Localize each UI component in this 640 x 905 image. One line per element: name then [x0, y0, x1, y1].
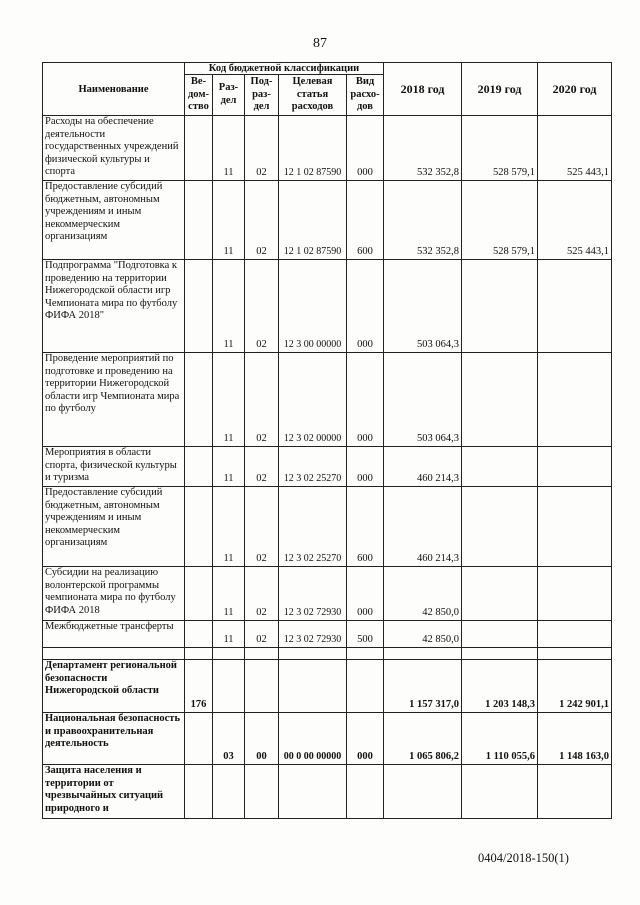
- row-vid: 000: [347, 260, 384, 353]
- row-2020: [538, 447, 612, 487]
- row-name: Межбюджетные трансферты: [43, 621, 185, 648]
- row-vedomstvo: [185, 353, 213, 447]
- row-vedomstvo: [185, 447, 213, 487]
- row-2018: 42 850,0: [384, 567, 462, 621]
- row-razdel: 11: [213, 181, 245, 260]
- row-2018: 460 214,3: [384, 447, 462, 487]
- row-podrazdel: [245, 648, 279, 660]
- table-row: [43, 567, 612, 621]
- row-2020: [538, 621, 612, 648]
- row-2018: [384, 648, 462, 660]
- row-vedomstvo: [185, 567, 213, 621]
- table-row: [43, 447, 612, 487]
- row-razdel: 11: [213, 621, 245, 648]
- row-target: 12 1 02 87590: [279, 116, 347, 181]
- row-podrazdel: [245, 765, 279, 819]
- row-2018: 503 064,3: [384, 260, 462, 353]
- row-name: Департамент региональной безопасности Нижегородской области: [43, 660, 185, 713]
- row-2020: [538, 260, 612, 353]
- col-header-name: Наименование: [43, 63, 185, 116]
- table-row: [43, 713, 612, 765]
- row-vid: 000: [347, 447, 384, 487]
- row-podrazdel: 02: [245, 447, 279, 487]
- row-name: Мероприятия в области спорта, физической культуры и туризма: [43, 447, 185, 487]
- row-podrazdel: 02: [245, 353, 279, 447]
- row-2020: [538, 487, 612, 567]
- row-target: 12 3 02 00000: [279, 353, 347, 447]
- row-razdel: 11: [213, 353, 245, 447]
- row-2019: [462, 765, 538, 819]
- row-target: 12 3 02 72930: [279, 621, 347, 648]
- row-vid: [347, 660, 384, 713]
- table-row: [43, 660, 612, 713]
- row-2020: 1 148 163,0: [538, 713, 612, 765]
- col-header-code-group: Код бюджетной классификации: [185, 63, 384, 75]
- row-vedomstvo: [185, 765, 213, 819]
- row-podrazdel: 00: [245, 713, 279, 765]
- row-vedomstvo: [185, 487, 213, 567]
- row-vid: 000: [347, 353, 384, 447]
- row-2020: [538, 353, 612, 447]
- row-2018: 532 352,8: [384, 181, 462, 260]
- row-vid: 500: [347, 621, 384, 648]
- row-2020: [538, 567, 612, 621]
- budget-table: [42, 62, 612, 819]
- row-razdel: 11: [213, 567, 245, 621]
- col-header-vedomstvo: Ве- дом- ство: [185, 75, 213, 116]
- row-target: 12 1 02 87590: [279, 181, 347, 260]
- row-name: Предоставление субсидий бюджетным, автономным учреждениям и иным некоммерческим организациям: [43, 487, 185, 567]
- row-name: Расходы на обеспечение деятельности государственных учреждений физической культуры и спорта: [43, 116, 185, 181]
- row-name: Предоставление субсидий бюджетным, автономным учреждениям и иным некоммерческим организациям: [43, 181, 185, 260]
- row-2020: 525 443,1: [538, 116, 612, 181]
- row-2018: 460 214,3: [384, 487, 462, 567]
- row-2018: 1 065 806,2: [384, 713, 462, 765]
- table-row: [43, 181, 612, 260]
- table-row-spacer: [43, 648, 612, 660]
- col-header-vid: Вид расхо- дов: [347, 75, 384, 116]
- row-vid: 000: [347, 116, 384, 181]
- table-row: [43, 260, 612, 353]
- row-vid: [347, 765, 384, 819]
- row-target: [279, 660, 347, 713]
- row-2020: [538, 765, 612, 819]
- row-podrazdel: 02: [245, 116, 279, 181]
- row-2018: [384, 765, 462, 819]
- document-code: 0404/2018-150(1): [478, 851, 569, 865]
- row-2019: 528 579,1: [462, 181, 538, 260]
- row-name: Подпрограмма "Подготовка к проведению на территории Нижегородской области игр Чемпионата мира по футболу ФИФА 2018": [43, 260, 185, 353]
- row-vid: 000: [347, 567, 384, 621]
- row-razdel: [213, 765, 245, 819]
- row-vedomstvo: [185, 648, 213, 660]
- row-vid: [347, 648, 384, 660]
- table-row: [43, 116, 612, 181]
- row-name: [43, 648, 185, 660]
- row-2018: 532 352,8: [384, 116, 462, 181]
- col-header-target: Целевая статья расходов: [279, 75, 347, 116]
- page-number: 87: [313, 36, 327, 51]
- row-podrazdel: [245, 660, 279, 713]
- row-vedomstvo: [185, 260, 213, 353]
- row-target: [279, 765, 347, 819]
- row-podrazdel: 02: [245, 260, 279, 353]
- row-name: Субсидии на реализацию волонтерской программы чемпионата мира по футболу ФИФА 2018: [43, 567, 185, 621]
- row-2020: 525 443,1: [538, 181, 612, 260]
- row-razdel: [213, 648, 245, 660]
- col-header-2020: 2020 год: [538, 63, 612, 116]
- row-podrazdel: 02: [245, 621, 279, 648]
- row-podrazdel: 02: [245, 181, 279, 260]
- row-razdel: 03: [213, 713, 245, 765]
- row-vedomstvo: 176: [185, 660, 213, 713]
- row-razdel: 11: [213, 260, 245, 353]
- col-header-2018: 2018 год: [384, 63, 462, 116]
- row-2019: 1 203 148,3: [462, 660, 538, 713]
- col-header-2019: 2019 год: [462, 63, 538, 116]
- table-row: [43, 353, 612, 447]
- row-2019: 1 110 055,6: [462, 713, 538, 765]
- row-name: Защита населения и территории от чрезвычайных ситуаций природного и: [43, 765, 185, 819]
- row-2019: [462, 648, 538, 660]
- row-2019: [462, 487, 538, 567]
- row-2019: [462, 260, 538, 353]
- row-podrazdel: 02: [245, 567, 279, 621]
- row-2018: 503 064,3: [384, 353, 462, 447]
- row-2019: [462, 621, 538, 648]
- table-row: [43, 487, 612, 567]
- row-2018: 1 157 317,0: [384, 660, 462, 713]
- row-name: Проведение мероприятий по подготовке и проведению на территории Нижегородской области игр Чемпионата мира по футболу: [43, 353, 185, 447]
- col-header-razdel: Раз- дел: [213, 75, 245, 116]
- row-target: 12 3 00 00000: [279, 260, 347, 353]
- row-podrazdel: 02: [245, 487, 279, 567]
- row-vedomstvo: [185, 181, 213, 260]
- row-target: 12 3 02 25270: [279, 447, 347, 487]
- row-vid: 600: [347, 487, 384, 567]
- row-razdel: [213, 660, 245, 713]
- table-row: [43, 621, 612, 648]
- row-2019: [462, 567, 538, 621]
- row-target: 12 3 02 72930: [279, 567, 347, 621]
- row-target: [279, 648, 347, 660]
- row-razdel: 11: [213, 447, 245, 487]
- col-header-podrazdel: Под- раз- дел: [245, 75, 279, 116]
- row-target: 12 3 02 25270: [279, 487, 347, 567]
- row-2020: [538, 648, 612, 660]
- row-2019: [462, 353, 538, 447]
- row-vedomstvo: [185, 116, 213, 181]
- row-2018: 42 850,0: [384, 621, 462, 648]
- row-razdel: 11: [213, 116, 245, 181]
- row-2019: [462, 447, 538, 487]
- row-vid: 600: [347, 181, 384, 260]
- row-2020: 1 242 901,1: [538, 660, 612, 713]
- row-vedomstvo: [185, 621, 213, 648]
- row-target: 00 0 00 00000: [279, 713, 347, 765]
- row-2019: 528 579,1: [462, 116, 538, 181]
- row-razdel: 11: [213, 487, 245, 567]
- row-vedomstvo: [185, 713, 213, 765]
- table-row: [43, 765, 612, 819]
- row-name: Национальная безопасность и правоохранительная деятельность: [43, 713, 185, 765]
- row-vid: 000: [347, 713, 384, 765]
